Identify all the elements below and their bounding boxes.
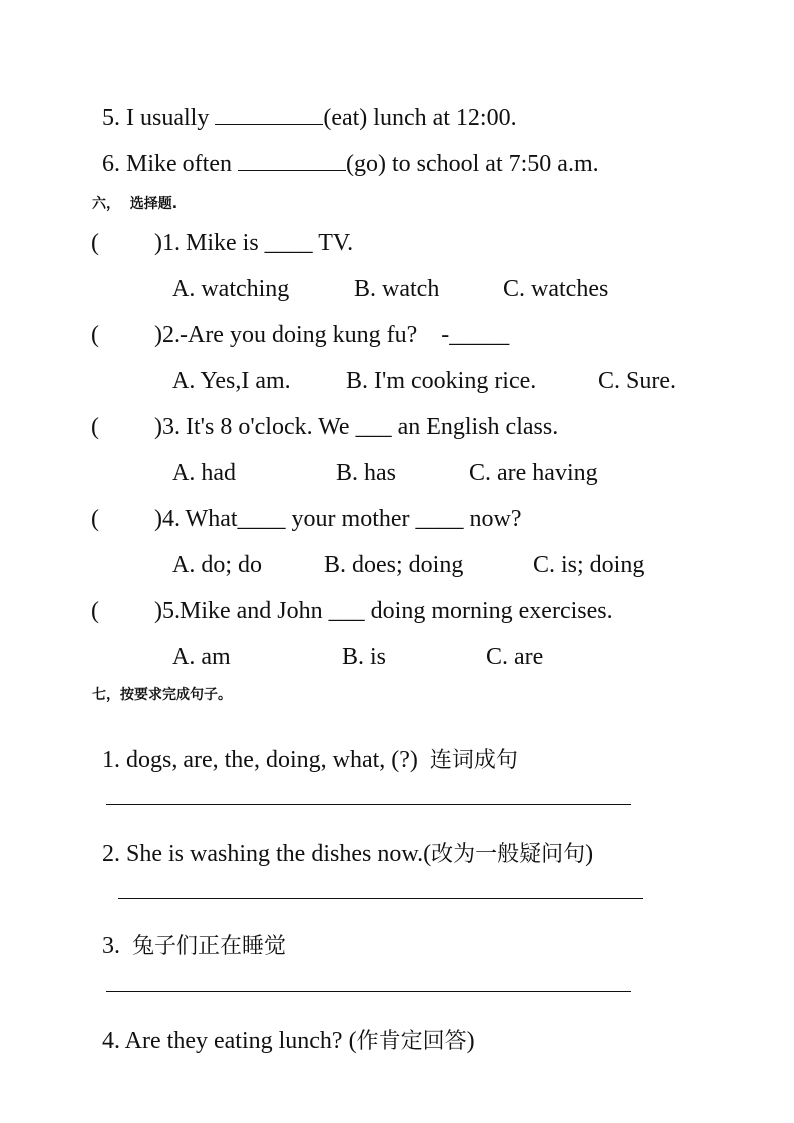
q4-text: )4. What____ your mother ____ now? [154, 506, 522, 532]
s7-item-1-en: 1. dogs, are, the, doing, what, (?) [102, 747, 430, 773]
q5-option-a[interactable]: A. am [172, 644, 231, 670]
q3-option-c[interactable]: C. are having [469, 460, 598, 486]
q5-paren[interactable]: ( [91, 598, 99, 624]
fill-in-5 [90, 80, 517, 130]
s7-item-2 [90, 818, 593, 866]
q3-text: )3. It's 8 o'clock. We ___ an English class. [154, 414, 559, 440]
q1-option-b[interactable]: B. watch [354, 276, 440, 302]
q1-option-a[interactable]: A. watching [172, 276, 290, 302]
fill-in-5-blank[interactable] [215, 104, 323, 125]
s7-item-1-cn: 连词成句 [429, 748, 518, 773]
s7-item-3 [90, 910, 286, 958]
q3-paren[interactable]: ( [91, 414, 99, 440]
s7-item-2-en: 2. She is washing the dishes now.( [102, 841, 432, 867]
q4-option-b[interactable]: B. does; doing [324, 552, 464, 578]
q3-option-b[interactable]: B. has [336, 460, 396, 486]
s7-item-4-cn: 作肯定回答 [356, 1029, 467, 1054]
fill-in-6-hint: (go) to school at 7:50 a.m. [345, 151, 599, 177]
s7-item-3-answer-line[interactable] [106, 991, 631, 992]
s7-item-2-tail: ) [585, 841, 594, 867]
q1-option-c[interactable]: C. watches [503, 276, 609, 302]
fill-in-6 [90, 126, 599, 176]
s7-item-4-en: 4. Are they eating lunch? ( [102, 1028, 357, 1054]
s7-item-2-cn: 改为一般疑问句 [431, 842, 586, 867]
q5-option-c[interactable]: C. are [486, 644, 544, 670]
q4-option-c[interactable]: C. is; doing [533, 552, 645, 578]
fill-in-6-prefix: 6. Mike often [102, 151, 238, 177]
q2-paren[interactable]: ( [91, 322, 99, 348]
q3-option-a[interactable]: A. had [172, 460, 236, 486]
section-6-heading: 六， 选择题. [92, 196, 178, 212]
s7-item-4 [90, 1005, 475, 1053]
q2-option-b[interactable]: B. I'm cooking rice. [346, 368, 537, 394]
s7-item-3-cn: 兔子们正在睡觉 [132, 934, 287, 959]
q5-option-b[interactable]: B. is [342, 644, 387, 670]
q4-paren[interactable]: ( [91, 506, 99, 532]
q2-option-c[interactable]: C. Sure. [598, 368, 676, 394]
q2-text: )2.-Are you doing kung fu? -_____ [154, 322, 510, 348]
q5-text: )5.Mike and John ___ doing morning exercises. [154, 598, 613, 624]
q2-option-a[interactable]: A. Yes,I am. [172, 368, 291, 394]
section-7-heading: 七，按要求完成句子。 [92, 687, 232, 703]
q4-option-a[interactable]: A. do; do [172, 552, 262, 578]
fill-in-5-hint: (eat) lunch at 12:00. [323, 105, 517, 131]
q1-paren[interactable]: ( [91, 230, 99, 256]
s7-item-1 [90, 724, 518, 772]
s7-item-4-tail: ) [466, 1028, 475, 1054]
s7-item-3-en: 3. [102, 933, 132, 959]
fill-in-5-prefix: 5. I usually [102, 105, 216, 131]
s7-item-2-answer-line[interactable] [118, 898, 643, 899]
fill-in-6-blank[interactable] [238, 150, 346, 171]
q1-text: )1. Mike is ____ TV. [154, 230, 354, 256]
s7-item-1-answer-line[interactable] [106, 804, 631, 805]
